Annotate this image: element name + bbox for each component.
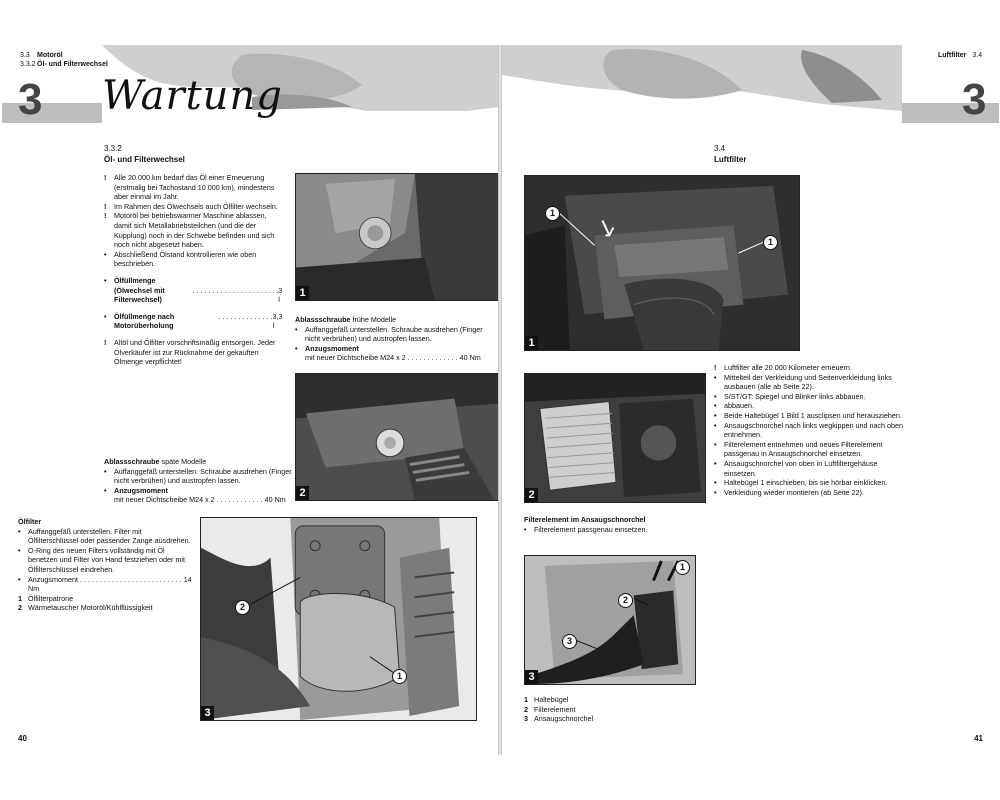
photo-drain-plug-late bbox=[295, 373, 502, 501]
running-head: Luftfilter 3.4 bbox=[938, 52, 983, 59]
intro-text: ! Alle 20 000 km bedarf das Öl einer Erneuerung (erstmalig bei Tachostand 10 000 km), mindestens aber einmal im Jahr. ! Im Rahmen des Ölwechsels auch Ölfilter wechseln. ! Motoröl bei betriebswarmer Maschine ablassen, damit sich Metallabriebsteilchen (und die der Kupplung) noch in der Schwebe befinden und sich noch nicht abgesetzt haben. • Abschließend Ölstand kontrollieren wie oben beschrieben. • Ölfüllmenge (Ölwechsel mit Filterwechsel) . . . . . . . . . . . . . . . . . . . . . . 3 l • Ölfüllmenge nach Motorüberholung . . . . . . . . . . . . . . 3,3 l ! Altöl und Ölfilter vorschriftsmäßig entsorgen. Jeder Ölverkäufer ist zur Rücknahme der gekauften Ölmenge verpflichtet! bbox=[104, 173, 283, 367]
callout-number: 2 bbox=[235, 600, 250, 615]
chapter-number: 3 bbox=[18, 75, 43, 124]
callout-number: 3 bbox=[562, 634, 577, 649]
photo-snorkel-parts bbox=[524, 555, 696, 685]
figure-number: 3 bbox=[201, 706, 214, 720]
fig2-caption: Ablassschraube späte Modelle • Auffanggefäß unterstellen. Schraube ausdrehen (Finger nicht verbrühen) und austropfen lassen. • Anzugsmoment mit neuer Dichtscheibe M24 x 2 . . . . . . . . . . . . 40 Nm bbox=[104, 457, 292, 505]
fig1-caption: Ablassschraube frühe Modelle • Auffanggefäß unterstellen. Schraube ausdrehen (Finger nicht verbrühen) und austropfen lassen. • Anzugsmoment mit neuer Dichtscheibe M24 x 2 . . . . . . . . . . . . . 40 Nm bbox=[295, 315, 483, 363]
figure-number: 3 bbox=[525, 670, 538, 684]
callout-number: 1 bbox=[392, 669, 407, 684]
page-number: 41 bbox=[974, 734, 983, 743]
running-head: 3.3 Motoröl 3.3.2Öl- und Filterwechsel bbox=[20, 52, 108, 68]
fig2-caption: Filterelement im Ansaugschnorchel • Filterelement passgenau einsetzen. bbox=[524, 515, 648, 534]
photo-airbox bbox=[524, 175, 800, 351]
figure-number: 1 bbox=[296, 286, 309, 300]
procedure-steps: ! Luftfilter alle 20 000 Kilometer erneuern. • Mittelteil der Verkleidung und Seitenverkleidung links ausbauen (alle ab Seite 22). • S/ST/GT: Spiegel und Blinker links abbauen. • abbauen. • Beide Haltebügel 1 Bild 1 ausclipsen und herausziehen. • Ansaugschnorchel nach links wegkippen und nach oben entnehmen. • Filterelement entnehmen und neues Filterelement passgenau in Ansaugschnorchel einsetzen. • Ansaugschnorchel von oben in Luftfiltergehäuse einsetzen. • Haltebügel 1 einschieben, bis sie hörbar einklicken. • Verkleidung wieder montieren (ab Seite 22). bbox=[714, 363, 904, 497]
chapter-title: Wartung bbox=[102, 73, 283, 119]
callout-number: 1 bbox=[545, 206, 560, 221]
header-band bbox=[2, 45, 499, 123]
section-heading: 3.4 Luftfilter bbox=[714, 144, 747, 164]
photo-oil-filter bbox=[200, 517, 477, 721]
page-number: 40 bbox=[18, 734, 27, 743]
figure-number: 2 bbox=[296, 486, 309, 500]
left-page bbox=[2, 45, 499, 755]
photo-filter-in-snorkel bbox=[524, 373, 706, 503]
right-page bbox=[502, 45, 999, 755]
fig3-caption: Ölfilter • Auffanggefäß unterstellen. Filter mit Ölfilterschlüssel oder passender Zange ausdrehen. • O-Ring des neuen Filters vollständig mit Öl benetzen und Filter von Hand festziehen oder mit Ölfilterschlüssel eindrehen. • Anzugsmoment . . . . . . . . . . . . . . . . . . . . . . . . . . 14 Nm 1 Ölfilterpatrone 2 Wärmetauscher Motoröl/Kühlflüssigkeit bbox=[18, 517, 192, 613]
callout-number: 2 bbox=[618, 593, 633, 608]
callout-number: 1 bbox=[675, 560, 690, 575]
chapter-number: 3 bbox=[962, 75, 987, 124]
section-heading: 3.3.2 Öl- und Filterwechsel bbox=[104, 144, 185, 164]
figure-number: 2 bbox=[525, 488, 538, 502]
figure-number: 1 bbox=[525, 336, 538, 350]
photo-drain-plug-early bbox=[295, 173, 502, 301]
callout-number: 1 bbox=[763, 235, 778, 250]
fig3-legend: 1 Haltebügel 2 Filterelement 3 Ansaugschnorchel bbox=[524, 695, 594, 724]
header-band bbox=[502, 45, 999, 123]
